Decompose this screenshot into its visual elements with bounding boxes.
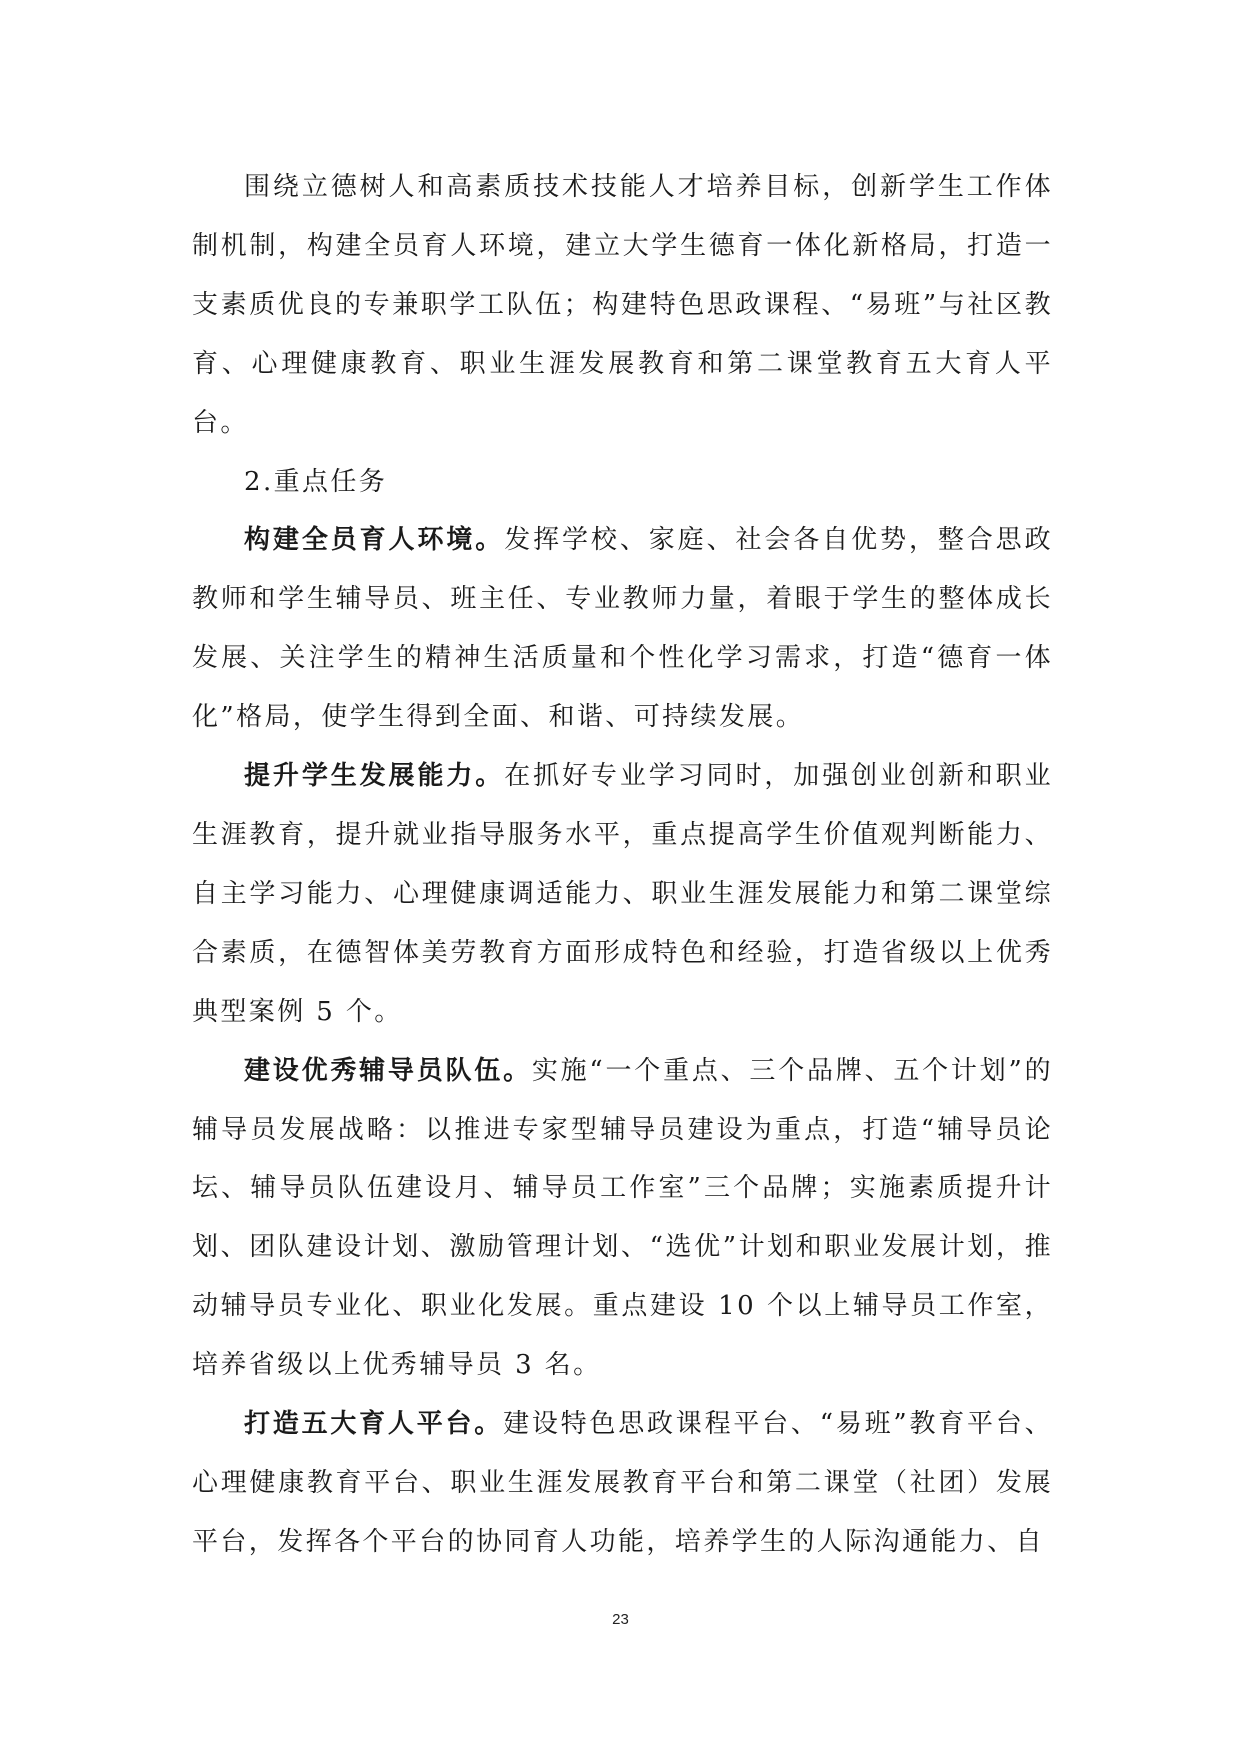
paragraph-counselors bbox=[192, 1042, 1053, 1395]
paragraph-text: 建设特色思政课程平台、“易班”教育平台、心理健康教育平台、职业生涯发展教育平台和第二课堂（社团）发展平台，发挥各个平台的协同育人功能，培养学生的人际沟通能力、自 bbox=[192, 1409, 1053, 1557]
paragraph-text: 实施“一个重点、三个品牌、五个计划”的辅导员发展战略：以推进专家型辅导员建设为重点，打造“辅导员论坛、辅导员队伍建设月、辅导员工作室”三个品牌；实施素质提升计划、团队建设计划、激励管理计划、“选优”计划和职业发展计划，推动辅导员专业化、职业化发展。重点建设 10 个以上辅导员工作室，培养省级以上优秀辅导员 3 名。 bbox=[192, 1055, 1053, 1381]
paragraph-lead: 打造五大育人平台。 bbox=[244, 1409, 504, 1440]
paragraph-text: 在抓好专业学习同时，加强创业创新和职业生涯教育，提升就业指导服务水平，重点提高学生价值观判断能力、自主学习能力、心理健康调适能力、职业生涯发展能力和第二课堂综合素质，在德智体美劳教育方面形成特色和经验，打造省级以上优秀典型案例 5 个。 bbox=[192, 761, 1053, 1027]
paragraph-environment bbox=[192, 511, 1053, 747]
paragraph-lead: 建设优秀辅导员队伍。 bbox=[244, 1055, 532, 1086]
paragraph-development bbox=[192, 747, 1053, 1042]
heading-text: 2.重点任务 bbox=[244, 466, 388, 497]
paragraph-lead: 构建全员育人环境。 bbox=[244, 525, 505, 556]
section-heading bbox=[192, 453, 1053, 512]
paragraph-platforms bbox=[192, 1395, 1053, 1572]
paragraph-lead: 提升学生发展能力。 bbox=[244, 761, 505, 792]
page-number: 23 bbox=[612, 1611, 629, 1628]
paragraph-text: 围绕立德树人和高素质技术技能人才培养目标，创新学生工作体制机制，构建全员育人环境，建立大学生德育一体化新格局，打造一支素质优良的专兼职学工队伍；构建特色思政课程、“易班”与社区教育、心理健康教育、职业生涯发展教育和第二课堂教育五大育人平台。 bbox=[192, 172, 1053, 438]
paragraph-text: 发挥学校、家庭、社会各自优势，整合思政教师和学生辅导员、班主任、专业教师力量，着眼于学生的整体成长发展、关注学生的精神生活质量和个性化学习需求，打造“德育一体化”格局，使学生得到全面、和谐、可持续发展。 bbox=[192, 525, 1053, 733]
body-text bbox=[192, 158, 1053, 1572]
paragraph-intro bbox=[192, 158, 1053, 453]
